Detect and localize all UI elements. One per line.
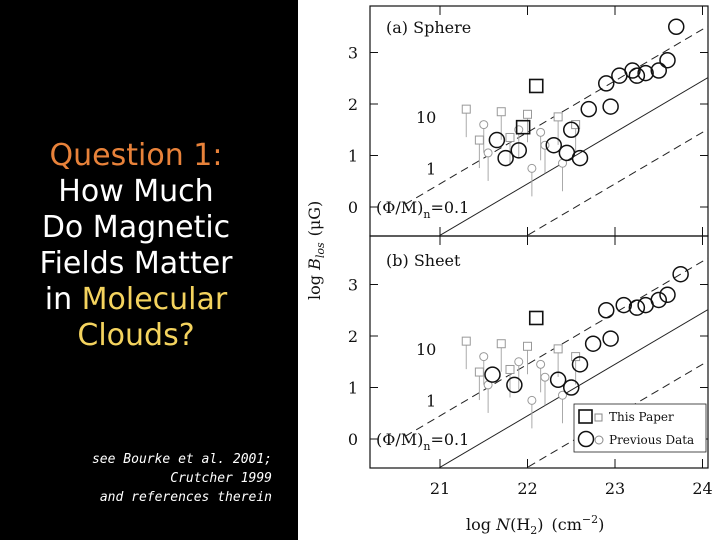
x-axis-label: $\log N(H_2)$ $(cm^{-2})$ — [466, 513, 605, 537]
panel-b-previous-point-0 — [485, 367, 500, 382]
bfield-figure — [298, 0, 720, 540]
panel-a-previous-point-7 — [581, 102, 596, 117]
panel-a-ratio-main: (Φ/M) — [376, 198, 424, 217]
panel-a-previous-point-16 — [669, 19, 684, 34]
x-tick-label-2: 23 — [604, 479, 626, 498]
panel-a-ratio-label — [376, 198, 469, 221]
panel-a-bg-circle-7 — [484, 149, 492, 157]
panel-b-previous-point-12 — [660, 287, 675, 302]
panel-b-this-paper-point-0 — [530, 311, 543, 324]
panel-b-bg-circle-9 — [541, 373, 549, 381]
x-tick-label-3: 24 — [692, 479, 713, 498]
slide-title — [16, 138, 256, 354]
panel-a-ytick-label-0: 0 — [347, 198, 359, 217]
panel-b-bg-square-8 — [506, 365, 514, 373]
panel-b-line-label-1: 1 — [426, 391, 437, 411]
x-tick-label-1: 22 — [517, 479, 538, 498]
panel-b-bg-square-6 — [554, 345, 562, 353]
panel-b-ratio-label — [376, 430, 469, 453]
figure-panel — [298, 0, 720, 540]
title-line-2: How Much — [58, 174, 214, 209]
legend-previous-data: Previous Data — [609, 433, 695, 447]
panel-a-bg-square-8 — [506, 133, 514, 141]
panel-b-previous-point-7 — [599, 303, 614, 318]
panel-b-bg-circle-3 — [515, 358, 523, 366]
panel-a-line-label-1: 1 — [426, 159, 437, 179]
panel-a-ratio-sub: n — [423, 208, 431, 221]
panel-a-previous-point-0 — [489, 133, 504, 148]
panel-a-previous-point-14 — [651, 63, 666, 78]
legend-this-paper: This Paper — [609, 410, 674, 424]
panel-b-frame — [348, 236, 713, 498]
panel-a-bg-square-12 — [475, 136, 483, 144]
panel-b-ref-line-1 — [405, 308, 711, 488]
panel-b-bg-square-4 — [524, 342, 532, 350]
title-line-4: Fields Matter — [39, 246, 233, 281]
panel-a-ytick-label-1: 1 — [347, 146, 359, 166]
panel-b-previous-point-11 — [651, 292, 666, 307]
panel-b-label: (b) Sheet — [386, 251, 461, 270]
panel-b-ytick-label-2: 2 — [347, 327, 359, 346]
panel-a-bg-circle-5 — [537, 128, 545, 136]
title-line-5-prefix: in — [44, 282, 82, 317]
panel-a-bg-circle-9 — [541, 141, 549, 149]
panel-b-ratio-main: (Φ/M) — [376, 430, 424, 449]
panel-b-previous-point-6 — [603, 331, 618, 346]
title-panel — [0, 0, 298, 540]
panel-a-bg-circle-1 — [480, 121, 488, 129]
title-highlight-molecular: Molecular — [81, 282, 228, 317]
panel-b-clipped-group — [405, 256, 711, 539]
panel-b-ratio-value: =0.1 — [430, 430, 470, 449]
panel-a-previous-point-8 — [603, 99, 618, 114]
panel-b-bg-square-12 — [475, 368, 483, 376]
title-line-6: Clouds? — [77, 318, 195, 353]
panel-b-previous-point-1 — [507, 377, 522, 392]
citation-line-2: Crutcher 1999 — [170, 471, 272, 486]
panel-a-previous-point-15 — [660, 53, 675, 68]
panel-a-ytick-label-2: 2 — [347, 95, 359, 114]
panel-a-ratio-value: =0.1 — [430, 198, 470, 217]
panel-a-bg-circle-11 — [528, 164, 536, 172]
citation-line-1: see Bourke et al. 2001; — [91, 452, 272, 467]
panel-b-ytick-label-1: 1 — [347, 378, 359, 398]
citation — [40, 450, 272, 507]
title-line-5 — [16, 282, 256, 318]
panel-a-bg-square-6 — [554, 113, 562, 121]
panel-a-bg-square-0 — [462, 105, 470, 113]
title-line-3: Do Magnetic — [41, 210, 231, 245]
panel-b-bg-square-2 — [497, 340, 505, 348]
panel-b-previous-point-5 — [586, 336, 601, 351]
panel-b-plot — [405, 256, 711, 539]
panel-b-ytick-label-3: 3 — [347, 275, 359, 295]
y-axis-label: $\log B_{los}(\mu G)$ — [305, 200, 327, 300]
panel-a-ref-line-2 — [405, 127, 711, 307]
panel-a-previous-point-13 — [638, 66, 653, 81]
panel-b-previous-point-9 — [629, 300, 644, 315]
panel-a-label: (a) Sphere — [386, 18, 472, 37]
panel-a-ytick-label-3: 3 — [347, 43, 359, 63]
legend — [574, 404, 706, 452]
panel-a-previous-point-2 — [498, 151, 513, 166]
x-tick-label-0: 21 — [429, 479, 451, 498]
panel-a-bg-square-4 — [524, 110, 532, 118]
panel-b-bg-circle-1 — [480, 353, 488, 361]
citation-line-3: and references therein — [99, 490, 272, 505]
panel-a-this-paper-point-1 — [530, 79, 543, 92]
panel-a-bg-square-2 — [497, 108, 505, 116]
panel-b-bg-square-0 — [462, 337, 470, 345]
panel-b-ratio-sub: n — [423, 440, 431, 453]
panel-a-ref-line-1 — [405, 76, 711, 256]
panel-b-bg-circle-11 — [528, 396, 536, 404]
panel-a-line-label-10: 10 — [416, 107, 437, 127]
panel-b-line-label-10: 10 — [416, 339, 437, 359]
panel-b-previous-point-8 — [616, 298, 631, 313]
panel-b-ytick-label-0: 0 — [347, 430, 359, 449]
panel-b-bg-circle-5 — [537, 360, 545, 368]
title-line-question: Question 1: — [49, 138, 223, 173]
